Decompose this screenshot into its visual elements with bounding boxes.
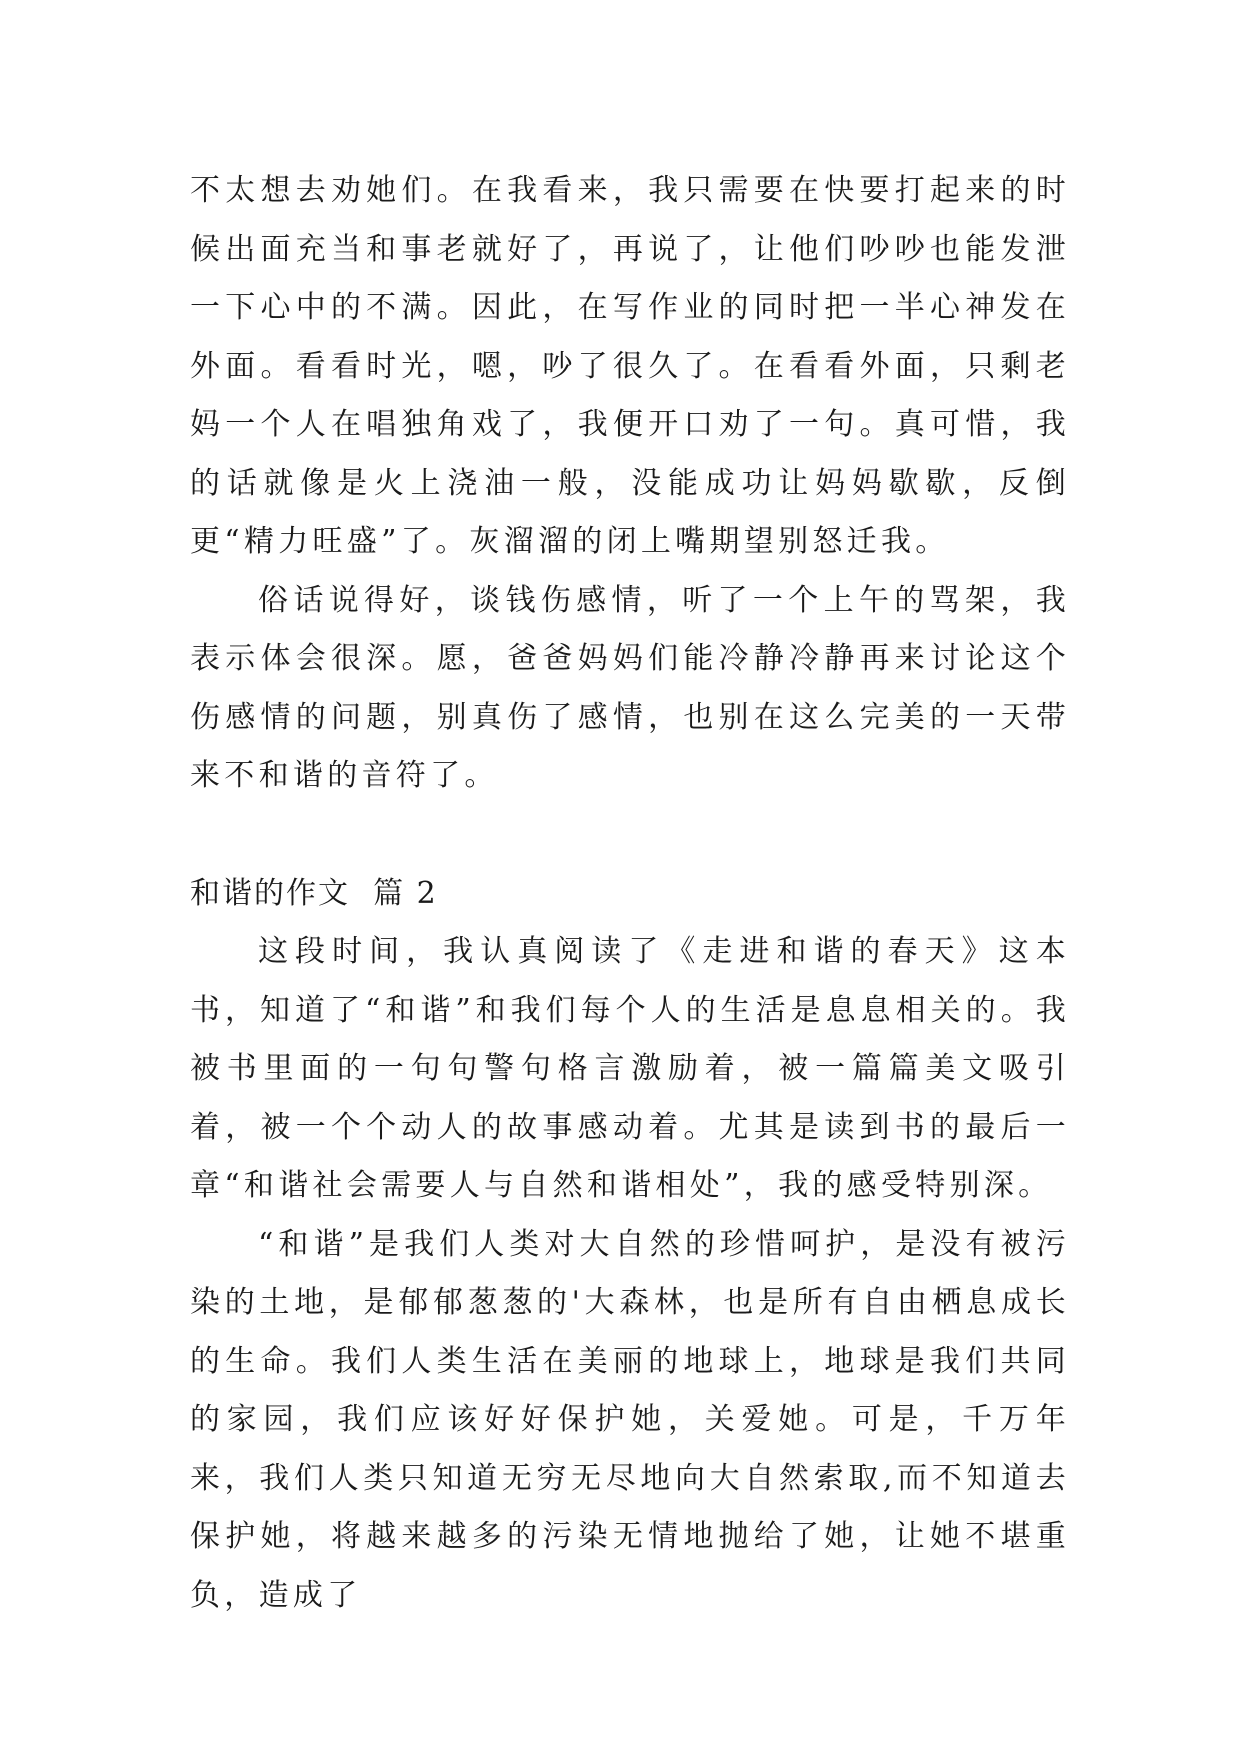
paragraph-3: 这段时间，我认真阅读了《走进和谐的春天》这本书，知道了“和谐”和我们每个人的生活是息息相关的。我被书里面的一句句警句格言激励着，被一篇篇美文吸引着，被一个个动人的故事感动着。尤其是读到书的最后一章“和谐社会需要人与自然和谐相处”，我的感受特别深。 <box>190 934 1070 1203</box>
section-heading: 和谐的作文 篇 2 <box>190 875 438 911</box>
paragraph-1: 不太想去劝她们。在我看来，我只需要在快要打起来的时候出面充当和事老就好了，再说了，让他们吵吵也能发泄一下心中的不满。因此，在写作业的同时把一半心神发在外面。看看时光，嗯，吵了很久了。在看看外面，只剩老妈一个人在唱独角戏了，我便开口劝了一句。真可惜，我的话就像是火上浇油一般，没能成功让妈妈歇歇，反倒更“精力旺盛”了。灰溜溜的闭上嘴期望别怒迁我。 <box>190 173 1070 559</box>
paragraph-2: 俗话说得好，谈钱伤感情，听了一个上午的骂架，我表示体会很深。愿，爸爸妈妈们能冷静冷静再来讨论这个伤感情的问题，别真伤了感情，也别在这么完美的一天带来不和谐的音符了。 <box>190 582 1070 793</box>
paragraph-4: “和谐”是我们人类对大自然的珍惜呵护，是没有被污染的土地，是郁郁葱葱的'大森林，也是所有自由栖息成长的生命。我们人类生活在美丽的地球上，地球是我们共同的家园，我们应该好好保护她，关爱她。可是，千万年来，我们人类只知道无穷无尽地向大自然索取,而不知道去保护她，将越来越多的污染无情地抛给了她，让她不堪重负，造成了 <box>190 1226 1070 1613</box>
document-body <box>190 162 1070 1625</box>
